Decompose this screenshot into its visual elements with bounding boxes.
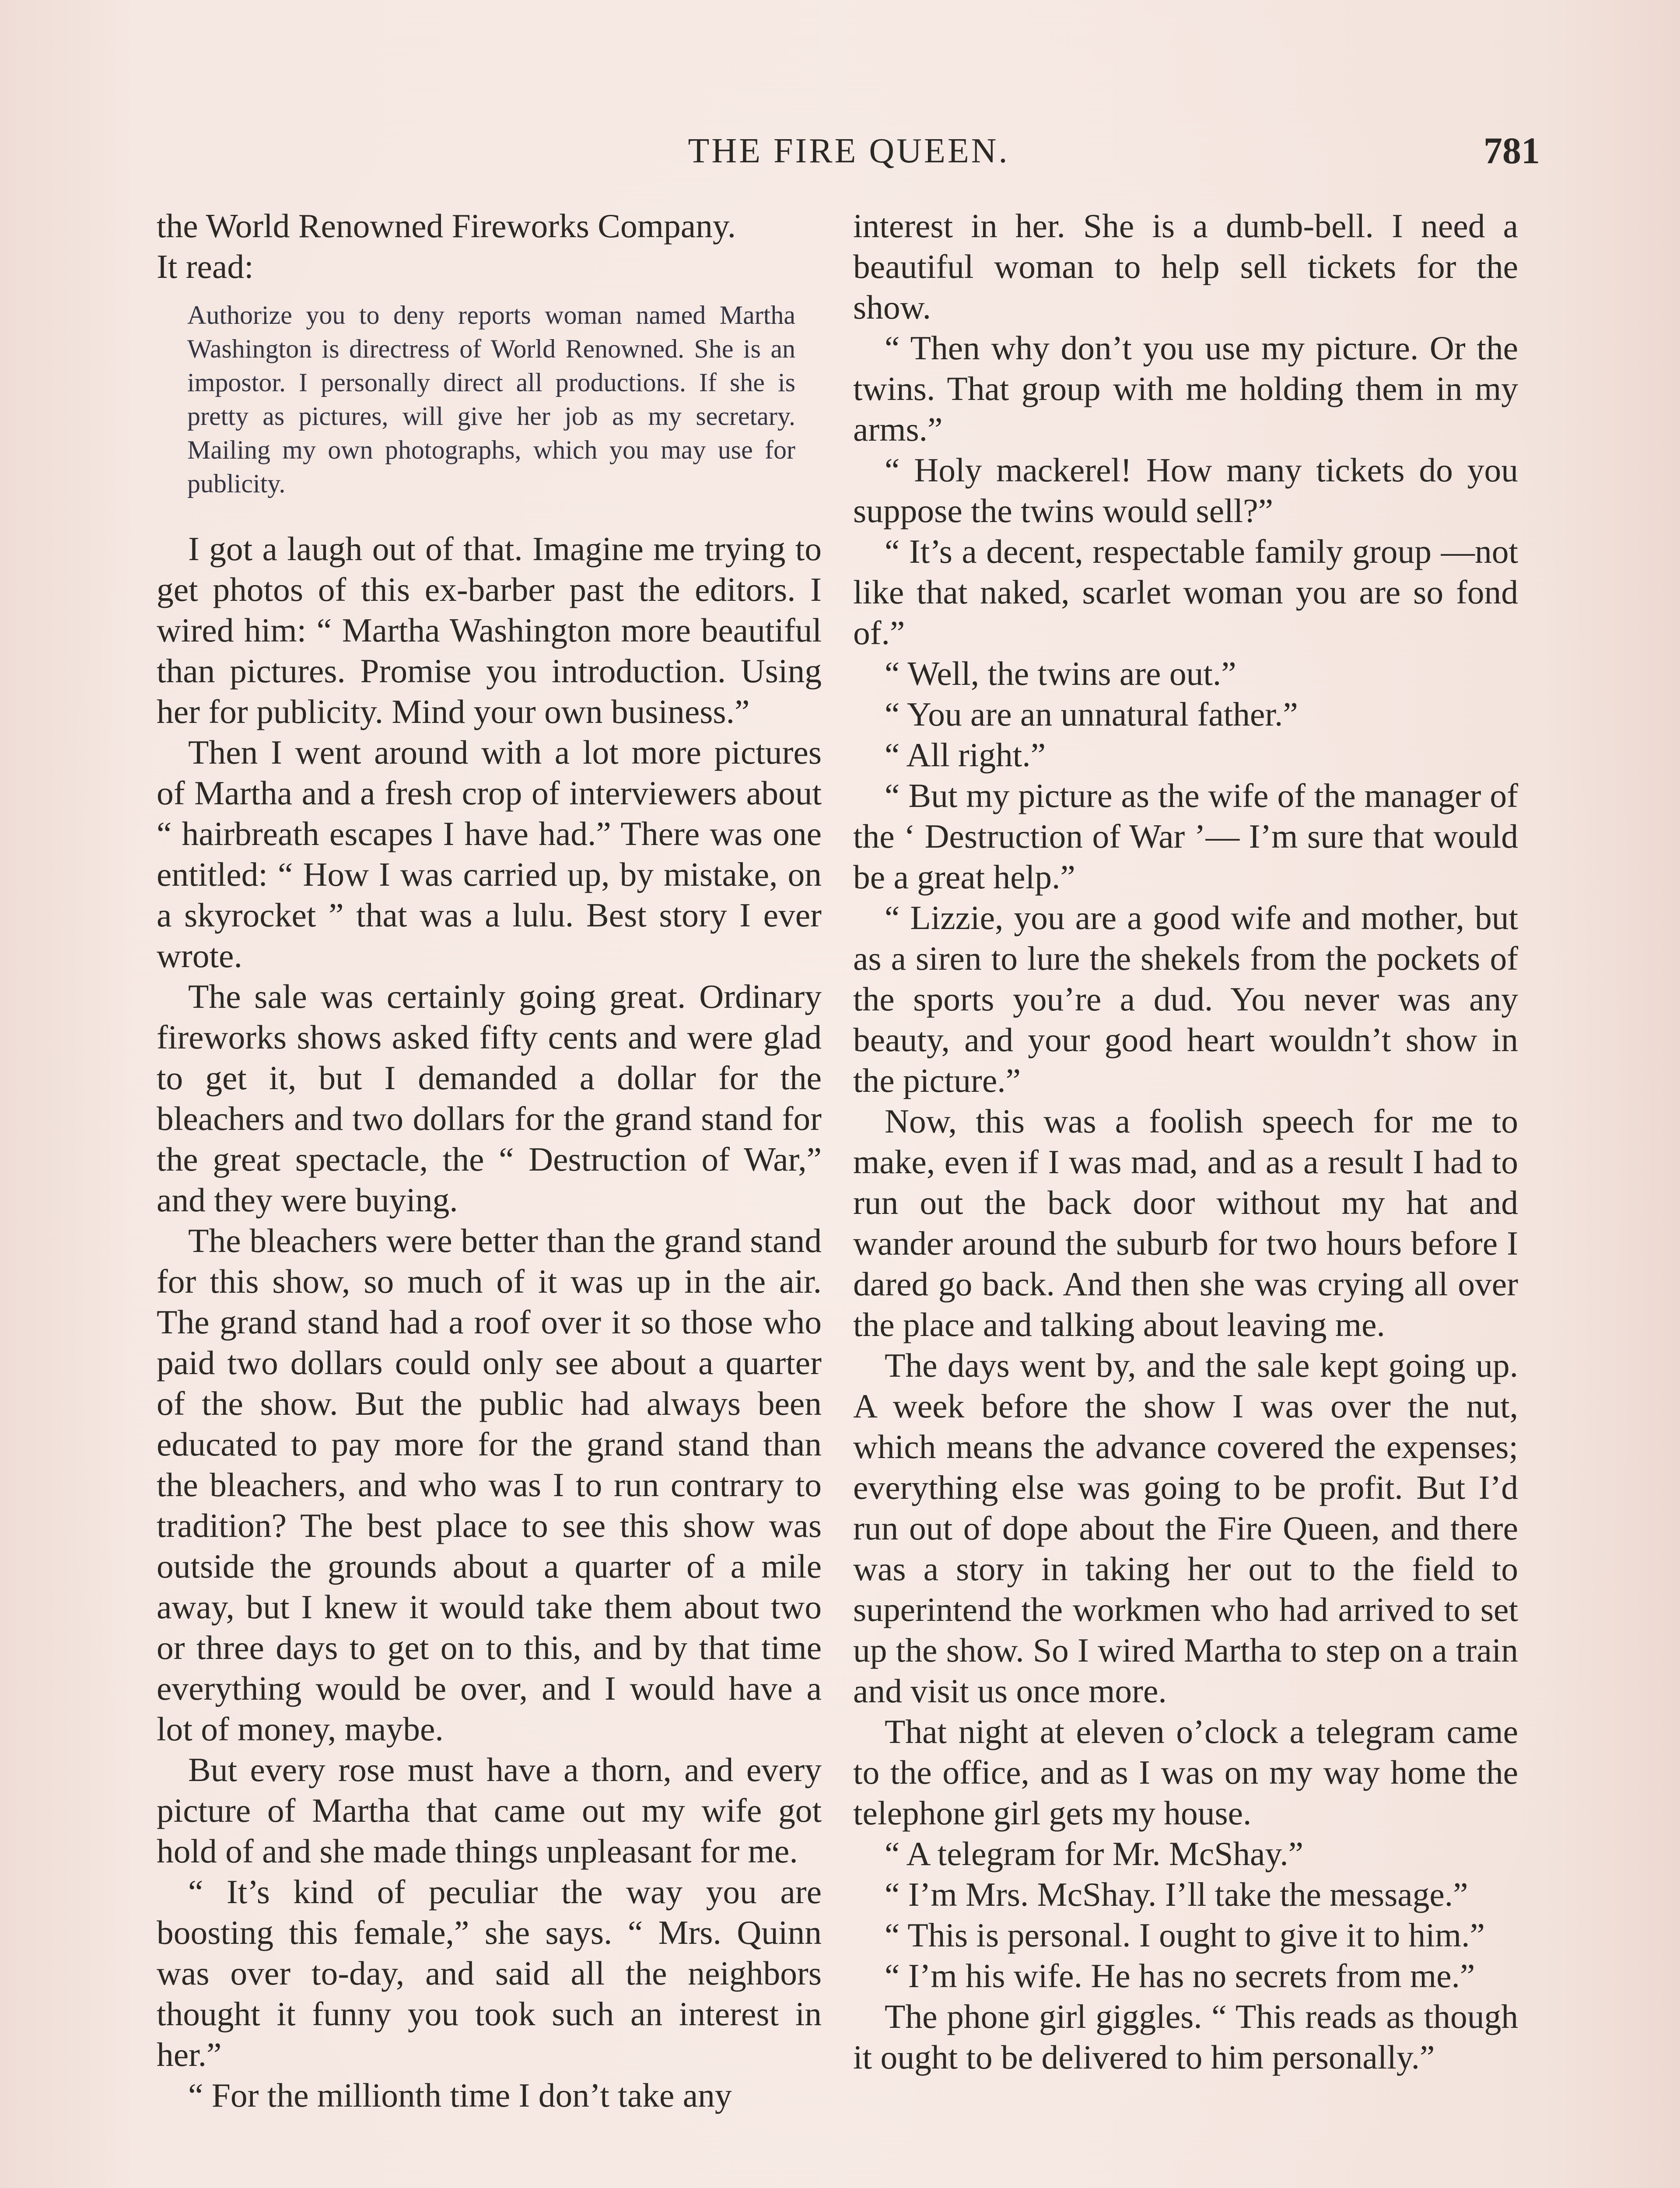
page-header (158, 123, 1540, 179)
paragraph: But every rose must have a thorn, and every picture of Martha that came out my wife got hold of and she made things unpleasant for me. (157, 1751, 822, 1870)
telegram-quote: Authorize you to deny reports woman named Martha Washington is directress of World Renowned. She is an impostor. I personally direct all productions. If she is pretty as pictures, will give her job as my secretary. Mailing my own photographs, which you may use for publicity. (187, 301, 795, 498)
paragraph: Now, this was a foolish speech for me to make, even if I was mad, and as a result I had to run out the back door without my hat and wander around the suburb for two hours before I dared go back. And then she was crying all over the place and talking about leaving me. (853, 1102, 1518, 1343)
left-column (157, 206, 822, 2116)
paragraph: “ This is personal. I ought to give it to him.” (885, 1916, 1485, 1954)
paragraph: “ But my picture as the wife of the manager of the ‘ Destruction of War ’— I’m sure that would be a great help.” (853, 777, 1518, 896)
paragraph: the World Renowned Fireworks Company. (157, 207, 736, 245)
paragraph: “ Well, the twins are out.” (885, 655, 1236, 692)
paragraph: “ It’s a decent, respectable family group —not like that naked, scarlet woman you are so fond of.” (853, 533, 1518, 652)
paragraph: The phone girl giggles. “ This reads as though it ought to be delivered to him personally.” (853, 1998, 1518, 2076)
right-column (853, 206, 1518, 2078)
paragraph: “ I’m Mrs. McShay. I’ll take the message.” (885, 1876, 1468, 1913)
paragraph: It read: (157, 248, 254, 285)
paragraph: “ For the millionth time I don’t take any (188, 2076, 732, 2114)
paragraph: “ Lizzie, you are a good wife and mother, but as a siren to lure the shekels from the pockets of the sports you’re a dud. You never was any beauty, and your good heart wouldn’t show in the picture.” (853, 899, 1518, 1099)
paragraph: “ All right.” (885, 736, 1046, 774)
page-number: 781 (1484, 130, 1540, 172)
paragraph: “ You are an unnatural father.” (885, 695, 1298, 733)
paragraph: “ Then why don’t you use my picture. Or the twins. That group with me holding them in my arms.” (853, 329, 1518, 448)
paragraph: The bleachers were better than the grand stand for this show, so much of it was up in the air. The grand stand had a roof over it so those who paid two dollars could only see about a quarter of the show. But the public had always been educated to pay more for the grand stand than the bleachers, and who was I to run contrary to tradition? The best place to see this show was outside the grounds about a quarter of a mile away, but I knew it would take them about two or three days to get on to this, and by that time everything would be over, and I would have a lot of money, maybe. (157, 1222, 822, 1748)
paragraph: Then I went around with a lot more pictures of Martha and a fresh crop of interviewers about “ hairbreath escapes I have had.” There was one entitled: “ How I was carried up, by mistake, on a skyrocket ” that was a lulu. Best story I ever wrote. (157, 733, 822, 975)
paragraph: The days went by, and the sale kept going up. A week before the show I was over the nut, which means the advance covered the expenses; everything else was going to be profit. But I’d run out of dope about the Fire Queen, and there was a story in taking her out to the field to superintend the workmen who had arrived to set up the show. So I wired Martha to step on a train and visit us once more. (853, 1346, 1518, 1710)
paragraph: “ I’m his wife. He has no secrets from me.” (885, 1957, 1475, 1995)
paragraph: The sale was certainly going great. Ordinary fireworks shows asked fifty cents and were glad to get it, but I demanded a dollar for the bleachers and two dollars for the grand stand for the great spectacle, the “ Destruction of War,” and they were buying. (157, 978, 822, 1219)
paragraph: That night at eleven o’clock a telegram came to the office, and as I was on my way home the telephone girl gets my house. (853, 1713, 1518, 1832)
paragraph: I got a laugh out of that. Imagine me trying to get photos of this ex-barber past the editors. I wired him: “ Martha Washington more beautiful than pictures. Promise you introduction. Using her for publicity. Mind your own business.” (157, 530, 822, 730)
paragraph: interest in her. She is a dumb-bell. I need a beautiful woman to help sell tickets for the show. (853, 207, 1518, 326)
paragraph: “ It’s kind of peculiar the way you are boosting this female,” she says. “ Mrs. Quinn was over to-day, and said all the neighbors thought it funny you took such an interest in her.” (157, 1873, 822, 2073)
paragraph: “ Holy mackerel! How many tickets do you suppose the twins would sell?” (853, 451, 1518, 529)
paragraph: “ A telegram for Mr. McShay.” (885, 1835, 1304, 1872)
running-title: THE FIRE QUEEN. (688, 132, 1010, 170)
